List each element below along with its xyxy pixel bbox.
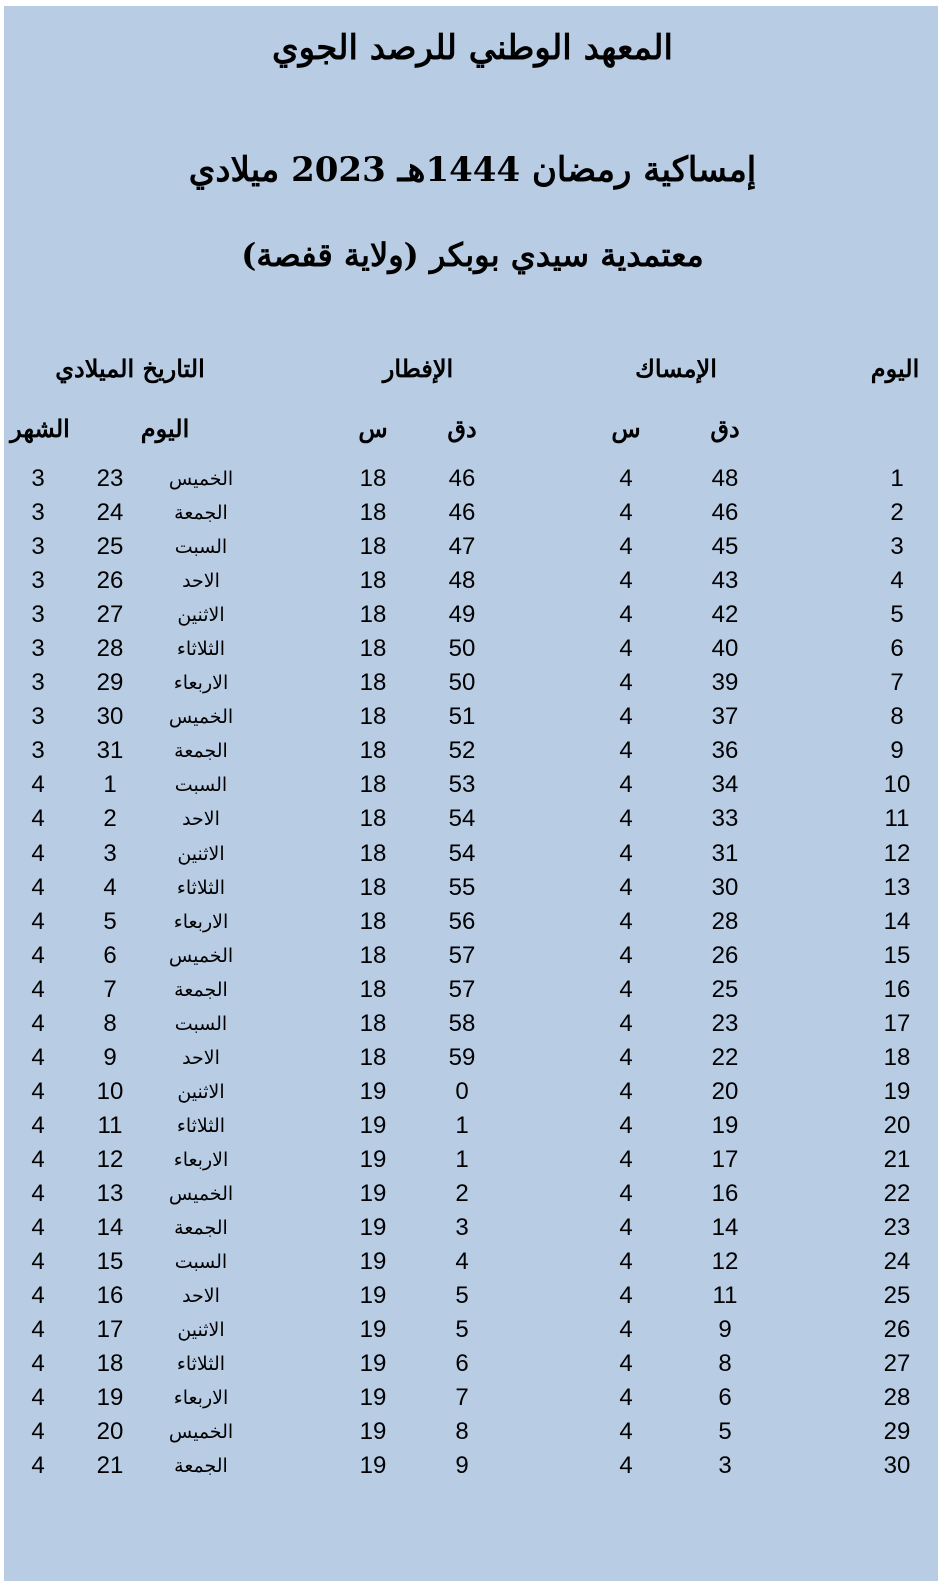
imsak-hours-cell: 4 [619,839,633,867]
iftar-minutes-cell: 6 [455,1350,469,1378]
iftar-minutes-cell: 7 [455,1384,469,1412]
table-row [0,666,945,700]
iftar-hours-cell: 18 [359,771,387,799]
iftar-minutes-cell: 59 [448,1043,476,1071]
ramadan-day-cell: 11 [884,805,910,833]
gregorian-month-cell: 4 [31,1214,45,1242]
table-row [0,462,945,496]
imsak-hours-cell: 4 [619,941,633,969]
imsak-minutes-cell: 3 [718,1452,732,1480]
weekday-cell: الخميس [168,1182,234,1205]
weekday-cell: السبت [174,1012,228,1035]
imsak-hours-cell: 4 [619,1009,633,1037]
iftar-hours-cell: 18 [359,941,387,969]
iftar-minutes-cell: 50 [448,669,476,697]
gregorian-day-cell: 26 [96,567,124,595]
ramadan-day-cell: 6 [890,635,904,663]
gregorian-month-cell: 4 [31,771,45,799]
ramadan-day-cell: 19 [883,1077,911,1105]
weekday-cell: الاحد [182,1285,220,1308]
schedule-rows [0,462,945,1483]
gregorian-month-cell: 4 [31,1316,45,1344]
iftar-hours-cell: 19 [359,1111,387,1139]
header-imsak: الإمساك [635,354,717,383]
imsak-hours-cell: 4 [619,635,633,663]
table-row [0,1007,945,1041]
iftar-hours-cell: 18 [359,1043,387,1071]
iftar-hours-cell: 18 [359,737,387,765]
imsak-minutes-cell: 28 [711,907,739,935]
iftar-hours-cell: 18 [359,635,387,663]
iftar-hours-cell: 19 [359,1384,387,1412]
imsak-minutes-cell: 33 [711,805,739,833]
imsak-hours-cell: 4 [619,567,633,595]
iftar-hours-cell: 18 [359,533,387,561]
iftar-minutes-cell: 4 [455,1248,469,1276]
gregorian-month-cell: 4 [31,805,45,833]
table-row [0,598,945,632]
imsak-hours-cell: 4 [619,465,633,492]
table-row [0,837,945,871]
iftar-minutes-cell: 5 [455,1316,469,1344]
table-row [0,1245,945,1279]
gregorian-day-cell: 10 [96,1077,124,1105]
imsak-hours-cell: 4 [619,669,633,697]
ramadan-day-cell: 10 [883,771,911,799]
imsak-minutes-cell: 16 [711,1179,739,1207]
gregorian-month-cell: 4 [31,873,45,901]
gregorian-day-cell: 13 [96,1179,124,1207]
iftar-hours-cell: 19 [359,1214,387,1242]
table-row [0,530,945,564]
imsak-hours-cell: 4 [619,1418,633,1446]
ramadan-day-cell: 30 [883,1452,911,1480]
table-row [0,1279,945,1313]
table-row [0,1449,945,1483]
ramadan-day-cell: 26 [883,1316,911,1344]
gregorian-day-cell: 15 [96,1248,124,1276]
ramadan-day-cell: 21 [883,1145,911,1173]
table-row [0,1211,945,1245]
weekday-cell: الثلاثاء [176,876,226,899]
iftar-hours-cell: 19 [359,1316,387,1344]
gregorian-month-cell: 3 [31,669,45,697]
weekday-cell: السبت [174,536,228,559]
gregorian-day-cell: 2 [103,805,117,833]
iftar-minutes-cell: 46 [448,499,476,527]
ramadan-day-cell: 15 [883,941,911,969]
imsak-hours-cell: 4 [619,1350,633,1378]
ramadan-day-cell: 7 [890,669,904,697]
gregorian-month-cell: 4 [31,1384,45,1412]
subheader-iftar-minutes: دق [447,414,477,443]
iftar-minutes-cell: 5 [455,1282,469,1310]
iftar-minutes-cell: 56 [448,907,476,935]
iftar-minutes-cell: 3 [455,1214,469,1242]
imsak-minutes-cell: 14 [711,1214,739,1242]
iftar-hours-cell: 19 [359,1418,387,1446]
gregorian-day-cell: 1 [103,771,117,799]
institute-title: المعهد الوطني للرصد الجوي [272,28,673,68]
table-row [0,1415,945,1449]
table-row [0,1347,945,1381]
iftar-hours-cell: 18 [359,873,387,901]
gregorian-month-cell: 4 [31,941,45,969]
imsak-minutes-cell: 12 [711,1248,739,1276]
ramadan-day-cell: 24 [883,1248,911,1276]
gregorian-day-cell: 5 [103,907,117,935]
imsak-hours-cell: 4 [619,907,633,935]
imsak-hours-cell: 4 [619,1111,633,1139]
weekday-cell: الاحد [182,1046,220,1069]
iftar-minutes-cell: 48 [448,567,476,595]
ramadan-day-cell: 18 [883,1043,911,1071]
gregorian-day-cell: 25 [96,533,124,561]
iftar-hours-cell: 19 [359,1077,387,1105]
ramadan-day-cell: 23 [883,1214,911,1242]
ramadan-day-cell: 25 [883,1282,911,1310]
header-day: اليوم [870,354,920,383]
gregorian-month-cell: 3 [31,499,45,527]
weekday-cell: الاربعاء [173,910,229,933]
iftar-hours-cell: 18 [359,567,387,595]
iftar-minutes-cell: 8 [455,1418,469,1446]
iftar-hours-cell: 18 [359,975,387,1003]
ramadan-day-cell: 16 [883,975,911,1003]
subheader-iftar-hours: س [358,414,388,443]
ramadan-day-cell: 20 [883,1111,911,1139]
ramadan-day-cell: 13 [883,873,911,901]
gregorian-day-cell: 23 [96,465,124,492]
gregorian-month-cell: 4 [31,1452,45,1480]
imsak-hours-cell: 4 [619,737,633,765]
ramadan-day-cell: 12 [883,839,911,867]
imsak-minutes-cell: 19 [711,1111,739,1139]
iftar-minutes-cell: 1 [455,1111,469,1139]
gregorian-day-cell: 14 [96,1214,124,1242]
gregorian-month-cell: 4 [31,1145,45,1173]
table-row [0,1381,945,1415]
iftar-hours-cell: 18 [359,839,387,867]
imsak-minutes-cell: 37 [711,703,739,731]
gregorian-month-cell: 4 [31,1282,45,1310]
weekday-cell: السبت [174,1251,228,1274]
weekday-cell: الاربعاء [173,1148,229,1171]
imsak-hours-cell: 4 [619,1452,633,1480]
table-row [0,1109,945,1143]
imsak-minutes-cell: 20 [711,1077,739,1105]
ramadan-day-cell: 1 [890,465,904,492]
imsak-hours-cell: 4 [619,1248,633,1276]
table-row [0,564,945,598]
imsak-minutes-cell: 40 [711,635,739,663]
imsak-minutes-cell: 43 [711,567,739,595]
table-row [0,973,945,1007]
gregorian-month-cell: 4 [31,1418,45,1446]
table-row [0,1041,945,1075]
imsak-minutes-cell: 17 [711,1145,739,1173]
gregorian-day-cell: 16 [96,1282,124,1310]
ramadan-day-cell: 22 [883,1179,911,1207]
subheader-imsak-minutes: دق [710,414,740,443]
iftar-minutes-cell: 52 [448,737,476,765]
gregorian-day-cell: 30 [96,703,124,731]
gregorian-month-cell: 4 [31,975,45,1003]
imsak-minutes-cell: 46 [711,499,739,527]
iftar-minutes-cell: 2 [455,1179,469,1207]
imsak-hours-cell: 4 [619,1179,633,1207]
imsak-hours-cell: 4 [619,771,633,799]
iftar-hours-cell: 19 [359,1145,387,1173]
imsak-minutes-cell: 25 [711,975,739,1003]
imsak-minutes-cell: 22 [711,1043,739,1071]
table-row [0,734,945,768]
ramadan-day-cell: 5 [890,601,904,629]
iftar-minutes-cell: 55 [448,873,476,901]
gregorian-month-cell: 4 [31,1179,45,1207]
table-row [0,905,945,939]
iftar-minutes-cell: 53 [448,771,476,799]
imsak-minutes-cell: 9 [718,1316,732,1344]
iftar-minutes-cell: 9 [455,1452,469,1480]
gregorian-day-cell: 3 [103,839,117,867]
gregorian-month-cell: 4 [31,1248,45,1276]
iftar-hours-cell: 18 [359,465,387,492]
gregorian-day-cell: 17 [96,1316,124,1344]
ramadan-day-cell: 2 [890,499,904,527]
imsak-minutes-cell: 31 [711,839,739,867]
weekday-cell: الجمعة [174,978,228,1001]
imsak-hours-cell: 4 [619,1043,633,1071]
iftar-minutes-cell: 54 [448,805,476,833]
weekday-cell: الاثنين [177,1080,225,1103]
weekday-cell: الاثنين [177,1319,225,1342]
iftar-minutes-cell: 1 [455,1145,469,1173]
weekday-cell: الخميس [168,468,234,490]
gregorian-day-cell: 21 [96,1452,124,1480]
ramadan-day-cell: 29 [883,1418,911,1446]
weekday-cell: الاثنين [177,842,225,865]
iftar-minutes-cell: 51 [448,703,476,731]
weekday-cell: الاربعاء [173,672,229,695]
imsak-minutes-cell: 36 [711,737,739,765]
iftar-minutes-cell: 47 [448,533,476,561]
schedule-subtitle: إمساكية رمضان 1444هـ 2023 ميلادي [188,150,757,190]
weekday-cell: الثلاثاء [176,1353,226,1376]
imsak-minutes-cell: 34 [711,771,739,799]
gregorian-day-cell: 8 [103,1009,117,1037]
table-row [0,939,945,973]
weekday-cell: الخميس [168,944,234,967]
iftar-minutes-cell: 50 [448,635,476,663]
imsak-hours-cell: 4 [619,975,633,1003]
ramadan-day-cell: 8 [890,703,904,731]
weekday-cell: السبت [174,774,228,797]
iftar-hours-cell: 18 [359,907,387,935]
gregorian-day-cell: 31 [96,737,124,765]
weekday-cell: الجمعة [174,740,228,763]
gregorian-month-cell: 3 [31,601,45,629]
imsak-hours-cell: 4 [619,873,633,901]
gregorian-day-cell: 18 [96,1350,124,1378]
iftar-hours-cell: 19 [359,1282,387,1310]
imsak-minutes-cell: 42 [711,601,739,629]
weekday-cell: الجمعة [174,1217,228,1240]
ramadan-day-cell: 17 [883,1009,911,1037]
table-row [0,1075,945,1109]
gregorian-day-cell: 29 [96,669,124,697]
gregorian-month-cell: 4 [31,1111,45,1139]
iftar-hours-cell: 19 [359,1350,387,1378]
gregorian-month-cell: 4 [31,839,45,867]
gregorian-day-cell: 12 [96,1145,124,1173]
gregorian-month-cell: 3 [31,737,45,765]
weekday-cell: الاثنين [177,604,225,627]
iftar-minutes-cell: 58 [448,1009,476,1037]
iftar-hours-cell: 18 [359,805,387,833]
iftar-minutes-cell: 57 [448,941,476,969]
subheader-gregorian-month: الشهر [10,414,70,443]
gregorian-day-cell: 19 [96,1384,124,1412]
imsak-hours-cell: 4 [619,1214,633,1242]
imsak-minutes-cell: 6 [718,1384,732,1412]
table-row [0,700,945,734]
imsak-minutes-cell: 45 [711,533,739,561]
imsak-minutes-cell: 26 [711,941,739,969]
subheader-imsak-hours: س [611,414,641,443]
gregorian-day-cell: 7 [103,975,117,1003]
table-row [0,1177,945,1211]
table-row [0,802,945,836]
iftar-hours-cell: 18 [359,669,387,697]
ramadan-day-cell: 28 [883,1384,911,1412]
imsak-hours-cell: 4 [619,805,633,833]
weekday-cell: الاربعاء [173,1387,229,1410]
imsak-hours-cell: 4 [619,1077,633,1105]
table-row [0,1313,945,1347]
ramadan-day-cell: 3 [890,533,904,561]
weekday-cell: الاحد [182,808,220,831]
ramadan-day-cell: 14 [883,907,911,935]
weekday-cell: الخميس [168,706,234,729]
weekday-cell: الخميس [168,1421,234,1444]
iftar-minutes-cell: 57 [448,975,476,1003]
gregorian-month-cell: 4 [31,1043,45,1071]
ramadan-day-cell: 27 [883,1350,911,1378]
imsak-hours-cell: 4 [619,601,633,629]
iftar-hours-cell: 19 [359,1452,387,1480]
imsak-minutes-cell: 48 [711,465,739,492]
iftar-hours-cell: 19 [359,1248,387,1276]
gregorian-day-cell: 24 [96,499,124,527]
gregorian-day-cell: 27 [96,601,124,629]
gregorian-day-cell: 9 [103,1043,117,1071]
iftar-hours-cell: 18 [359,601,387,629]
imsak-hours-cell: 4 [619,1145,633,1173]
gregorian-day-cell: 20 [96,1418,124,1446]
iftar-hours-cell: 19 [359,1179,387,1207]
weekday-cell: الجمعة [174,1455,228,1478]
imsak-hours-cell: 4 [619,533,633,561]
weekday-cell: الثلاثاء [176,638,226,661]
gregorian-month-cell: 3 [31,465,45,492]
imsak-hours-cell: 4 [619,703,633,731]
gregorian-month-cell: 3 [31,703,45,731]
imsak-hours-cell: 4 [619,1384,633,1412]
location-title: معتمدية سيدي بوبكر (ولاية قفصة) [241,236,704,274]
imsak-minutes-cell: 30 [711,873,739,901]
ramadan-day-cell: 4 [890,567,904,595]
gregorian-month-cell: 3 [31,567,45,595]
gregorian-month-cell: 3 [31,635,45,663]
gregorian-month-cell: 4 [31,1077,45,1105]
gregorian-day-cell: 11 [97,1111,123,1139]
table-row [0,496,945,530]
iftar-minutes-cell: 54 [448,839,476,867]
ramadan-day-cell: 9 [890,737,904,765]
table-row [0,871,945,905]
table-row [0,1143,945,1177]
gregorian-month-cell: 4 [31,1350,45,1378]
imsak-hours-cell: 4 [619,1316,633,1344]
iftar-minutes-cell: 49 [448,601,476,629]
imsak-minutes-cell: 39 [711,669,739,697]
weekday-cell: الاحد [182,570,220,593]
weekday-cell: الجمعة [174,502,228,525]
gregorian-month-cell: 3 [31,533,45,561]
iftar-hours-cell: 18 [359,1009,387,1037]
header-gregorian-date: التاريخ الميلادي [55,354,205,383]
weekday-cell: الثلاثاء [176,1114,226,1137]
gregorian-month-cell: 4 [31,907,45,935]
gregorian-month-cell: 4 [31,1009,45,1037]
imsak-minutes-cell: 5 [718,1418,732,1446]
gregorian-day-cell: 4 [103,873,117,901]
subheader-gregorian-day: اليوم [140,414,190,443]
imsak-minutes-cell: 23 [711,1009,739,1037]
table-row [0,632,945,666]
iftar-minutes-cell: 46 [448,465,476,492]
gregorian-day-cell: 6 [103,941,117,969]
table-row [0,768,945,802]
gregorian-day-cell: 28 [96,635,124,663]
iftar-hours-cell: 18 [359,499,387,527]
iftar-minutes-cell: 0 [455,1077,469,1105]
imsak-hours-cell: 4 [619,499,633,527]
header-iftar: الإفطار [382,354,454,383]
imsak-hours-cell: 4 [619,1282,633,1310]
imsak-minutes-cell: 8 [718,1350,732,1378]
iftar-hours-cell: 18 [359,703,387,731]
imsak-minutes-cell: 11 [712,1282,738,1310]
